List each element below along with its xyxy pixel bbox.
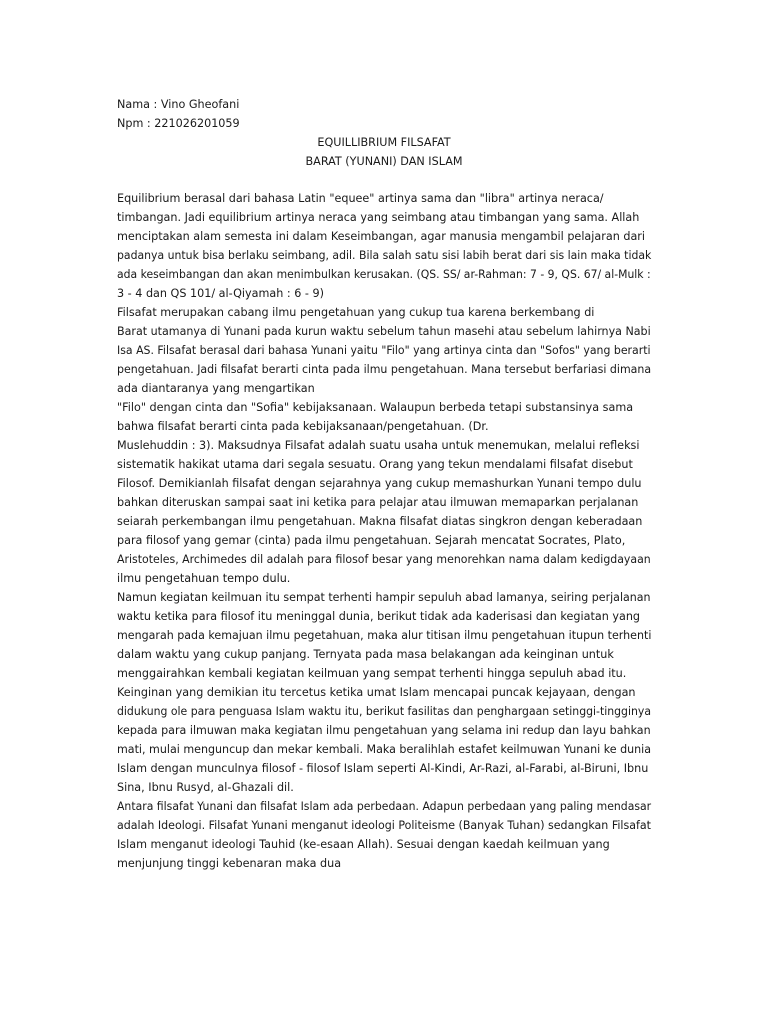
body-line: Filsafat merupakan cabang ilmu pengetahuan yang cukup tua karena berkembang di (117, 306, 595, 319)
body-line: Isa AS. Filsafat berasal dari bahasa Yunani yaitu "Filo" yang artinya cinta dan "Sofos" yang berarti (117, 344, 651, 357)
body-line: pengetahuan. Jadi filsafat berarti cinta pada ilmu pengetahuan. Mana tersebut berfariasi dimana (117, 363, 652, 376)
title-line-1: EQUILLIBRIUM FILSAFAT (317, 136, 451, 149)
body-line: "Filo" dengan cinta dan "Sofia" kebijaksanaan. Walaupun berbeda tetapi substansinya sama (117, 401, 634, 414)
body-line: Aristoteles, Archimedes dil adalah para filosof besar yang menorehkan nama dalam kedigdayaan (117, 553, 651, 566)
body-line: Namun kegiatan keilmuan itu sempat terhenti hampir sepuluh abad lamanya, seiring perjalanan (117, 591, 651, 604)
author-npm: Npm : 221026201059 (117, 117, 240, 130)
body-line: Muslehuddin : 3). Maksudnya Filsafat adalah suatu usaha untuk menemukan, melalui refleksi (117, 439, 640, 452)
body-line: 3 - 4 dan QS 101/ al-Qiyamah : 6 - 9) (117, 287, 324, 300)
body-line: Keinginan yang demikian itu tercetus ketika umat Islam mencapai puncak kejayaan, dengan (117, 686, 636, 699)
body-line: menciptakan alam semesta ini dalam Keseimbangan, agar manusia mengambil pelajaran dari (117, 230, 646, 243)
author-name: Nama : Vino Gheofani (117, 98, 240, 111)
body-line: menjunjung tinggi kebenaran maka dua (117, 857, 342, 870)
body-line: Filosof. Demikianlah filsafat dengan sejarahnya yang cukup memashurkan Yunani tempo dulu (117, 477, 642, 490)
body-line: bahkan diteruskan sampai saat ini ketika para pelajar atau ilmuwan memaparkan perjalanan (117, 496, 639, 509)
body-line: Islam menganut ideologi Tauhid (ke-esaan Allah). Sesuai dengan kaedah keilmuan yang (117, 838, 610, 851)
body-line: para filosof yang gemar (cinta) pada ilmu pengetahuan. Sejarah mencatat Socrates, Plato, (117, 534, 626, 547)
body-line: Islam dengan munculnya filosof - filosof Islam seperti Al-Kindi, Ar-Razi, al-Farabi, al-Biruni, Ibnu (117, 762, 649, 775)
body-line: Barat utamanya di Yunani pada kurun waktu sebelum tahun masehi atau sebelum lahirnya Nabi (117, 325, 651, 338)
body-line: ada keseimbangan dan akan menimbulkan kerusakan. (QS. SS/ ar-Rahman: 7 - 9, QS. 67/ al-Mulk : (117, 268, 651, 281)
body-line: ilmu pengetahuan tempo dulu. (117, 572, 291, 585)
body-line: didukung ole para penguasa Islam waktu itu, berikut fasilitas dan penghargaan setinggi-tingginya (117, 705, 651, 718)
title-line-2: BARAT (YUNANI) DAN ISLAM (305, 155, 463, 168)
body-line: Equilibrium berasal dari bahasa Latin "equee" artinya sama dan "libra" artinya neraca/ (117, 192, 604, 205)
body-line: ada diantaranya yang mengartikan (117, 382, 315, 395)
body-line: kepada para ilmuwan maka kegiatan ilmu pengetahuan yang selama ini redup dan layu bahkan (117, 724, 651, 737)
body-line: sistematik hakikat utama dari segala sesuatu. Orang yang tekun mendalami filsafat disebut (117, 458, 633, 471)
body-line: Antara filsafat Yunani dan filsafat Islam ada perbedaan. Adapun perbedaan yang paling mendasar (117, 800, 652, 813)
body-line: waktu ketika para filosof itu meninggal dunia, berikut tidak ada kaderisasi dan kegiatan yang (117, 610, 641, 623)
body-line: Sina, Ibnu Rusyd, al-Ghazali dil. (117, 781, 294, 794)
body-line: dalam waktu yang cukup panjang. Ternyata pada masa belakangan ada keinginan untuk (117, 648, 614, 661)
body-line: mengarah pada kemajuan ilmu pegetahuan, maka alur titisan ilmu pengetahuan itupun terhenti (117, 629, 652, 642)
body-line: padanya untuk bisa berlaku seimbang, adil. Bila salah satu sisi labih berat dari sis lain maka tidak (117, 249, 652, 262)
body-line: menggairahkan kembali kegiatan keilmuan yang sempat terhenti hingga sepuluh abad itu. (117, 667, 627, 680)
body-line: mati, mulai menguncup dan mekar kembali. Maka beralihlah estafet keilmuwan Yunani ke dunia (117, 743, 652, 756)
body-line: adalah Ideologi. Filsafat Yunani menganut ideologi Politeisme (Banyak Tuhan) sedangkan Filsafat (117, 819, 652, 832)
body-line: timbangan. Jadi equilibrium artinya neraca yang seimbang atau timbangan yang sama. Allah (117, 211, 640, 224)
body-line: bahwa filsafat berarti cinta pada kebijaksanaan/pengetahuan. (Dr. (117, 420, 489, 433)
body-line: seiarah perkembangan ilmu pengetahuan. Makna filsafat diatas singkron dengan keberadaan (117, 515, 643, 528)
